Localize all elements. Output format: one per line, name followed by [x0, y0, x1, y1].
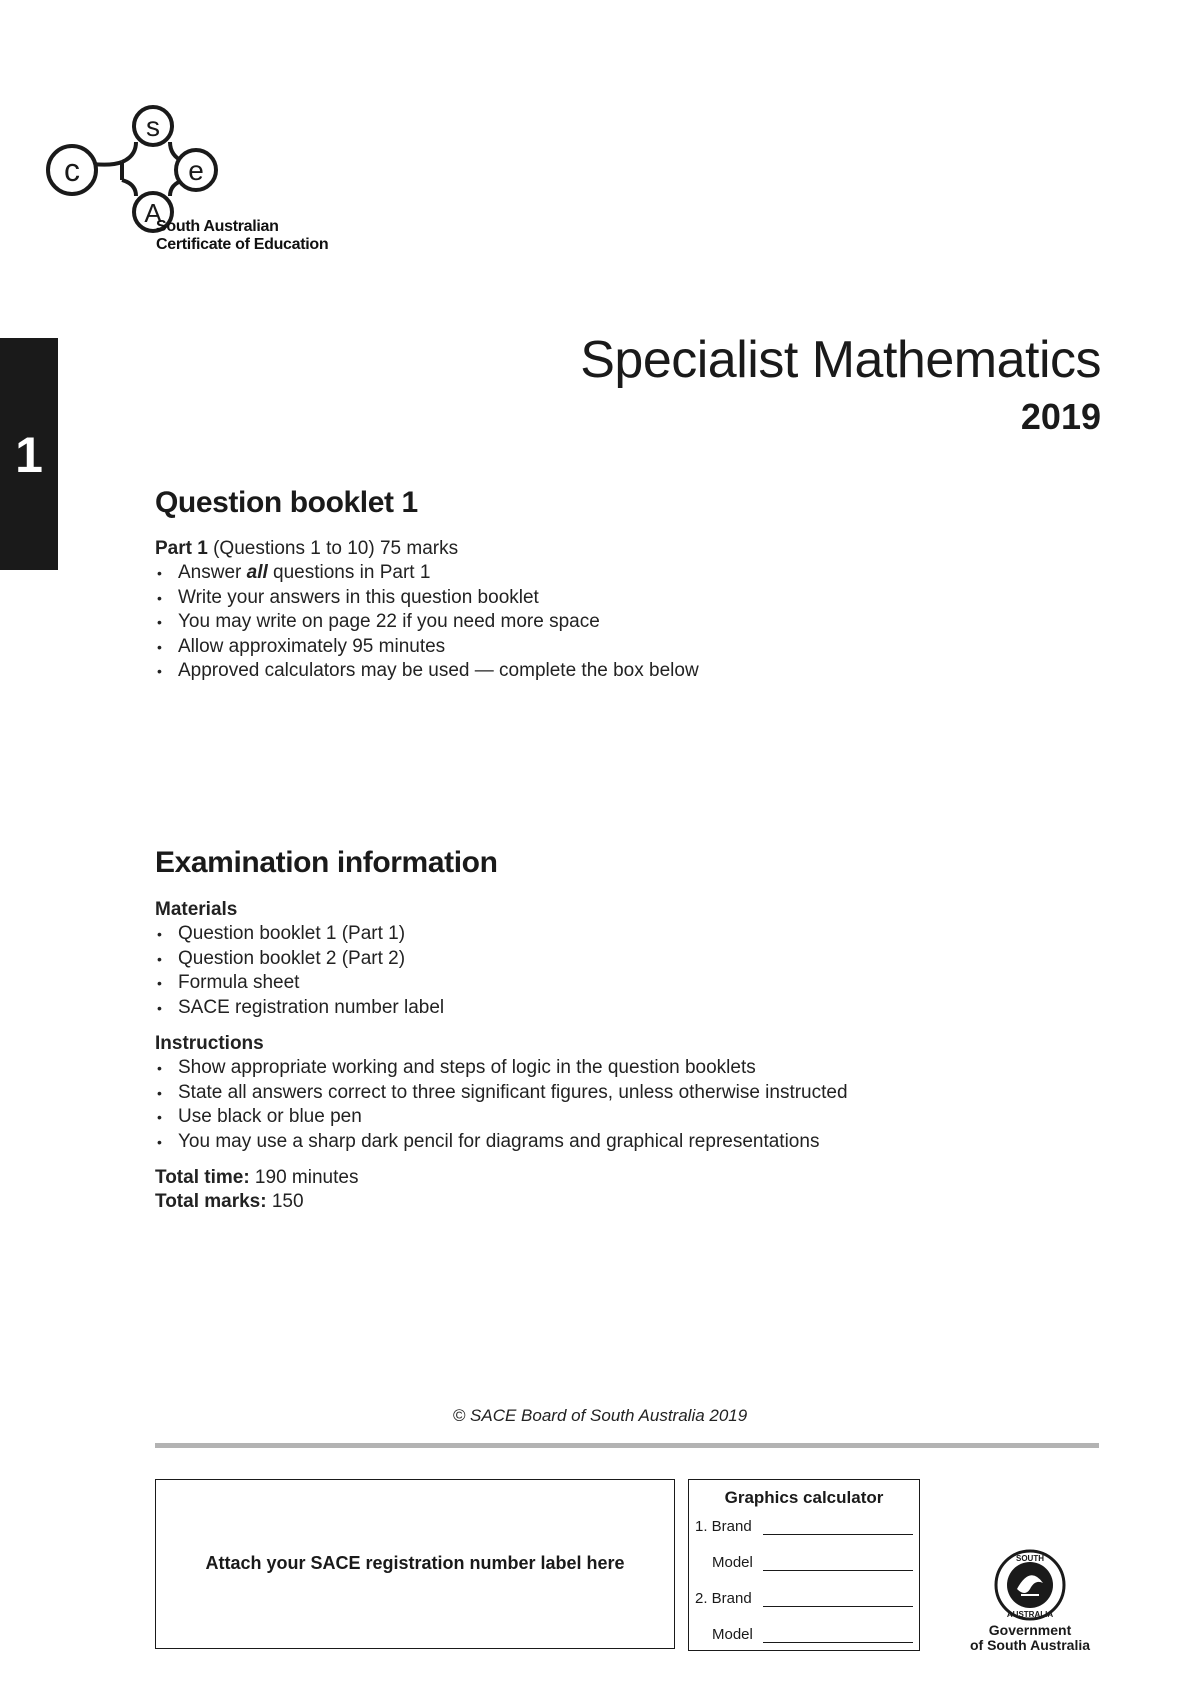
logo-letter-c: c: [64, 152, 80, 188]
calculator-model-2-field[interactable]: [763, 1642, 913, 1643]
list-item: • Use black or blue pen: [155, 1105, 848, 1129]
part-line: [155, 537, 699, 561]
calculator-title: Graphics calculator: [724, 1488, 884, 1507]
exam-info-section: [155, 846, 848, 1215]
list-item: • Approved calculators may be used — complete the box below: [155, 659, 699, 683]
exam-year: 2019: [1020, 396, 1101, 437]
logo-letter-e: e: [188, 155, 204, 186]
list-item: • SACE registration number label: [155, 996, 848, 1020]
list-item: • You may write on page 22 if you need more space: [155, 610, 699, 634]
booklet-section: [155, 486, 699, 683]
registration-label-text: Attach your SACE registration number label here: [205, 1553, 625, 1573]
list-item: • Write your answers in this question booklet: [155, 586, 699, 610]
instructions-list: [155, 1056, 848, 1154]
instructions-label: Instructions: [155, 1033, 264, 1055]
list-item: • Question booklet 2 (Part 2): [155, 947, 848, 971]
total-time: Total time: 190 minutes: [155, 1167, 359, 1189]
logo-text-line2: Certificate of Education: [156, 236, 329, 253]
logo-text-line1: South Australian: [156, 218, 279, 235]
booklet-bullets: [155, 561, 699, 683]
calculator-model-2-label: Model: [712, 1626, 753, 1643]
calculator-model-1-label: Model: [712, 1554, 753, 1571]
calculator-model-1-field[interactable]: [763, 1570, 913, 1571]
materials-list: [155, 922, 848, 1020]
sace-logo: [40, 100, 360, 260]
list-item: • Formula sheet: [155, 971, 848, 995]
list-item: • You may use a sharp dark pencil for diagrams and graphical representations: [155, 1130, 848, 1154]
booklet-number-tab: [0, 338, 58, 570]
logo-letter-a: A: [144, 198, 162, 228]
list-item: • Show appropriate working and steps of logic in the question booklets: [155, 1056, 848, 1080]
exam-info-heading: Examination information: [155, 846, 498, 879]
logo-letter-s: s: [146, 111, 160, 142]
calculator-brand-2-field[interactable]: [763, 1606, 913, 1607]
crest-word-bottom: AUSTRALIA: [1006, 1610, 1054, 1619]
calculator-brand-1-label: 1. Brand: [695, 1518, 752, 1535]
divider: [155, 1443, 1099, 1448]
booklet-number: 1: [15, 427, 43, 483]
graphics-calculator-box: [688, 1479, 920, 1651]
total-marks: Total marks: 150: [155, 1191, 304, 1213]
list-item: • Answer all questions in Part 1: [155, 561, 699, 585]
materials-label: Materials: [155, 899, 238, 920]
calculator-brand-2-label: 2. Brand: [695, 1590, 752, 1607]
list-item: • State all answers correct to three significant figures, unless otherwise instructed: [155, 1081, 848, 1105]
booklet-heading: Question booklet 1: [155, 486, 418, 519]
part-detail: (Questions 1 to 10) 75 marks: [207, 538, 459, 559]
government-logo: [955, 1545, 1105, 1655]
piping-shrike-crest-icon: [955, 1545, 1105, 1623]
copyright-notice: © SACE Board of South Australia 2019: [452, 1406, 748, 1425]
crest-word-top: SOUTH: [1016, 1554, 1044, 1563]
list-item: • Allow approximately 95 minutes: [155, 635, 699, 659]
page-title: Specialist Mathematics: [580, 331, 1101, 389]
registration-label-box: [155, 1479, 675, 1649]
government-text: Government of South Australia: [969, 1622, 1091, 1653]
part-label: Part 1: [155, 538, 208, 559]
calculator-brand-1-field[interactable]: [763, 1534, 913, 1535]
list-item: • Question booklet 1 (Part 1): [155, 922, 848, 946]
